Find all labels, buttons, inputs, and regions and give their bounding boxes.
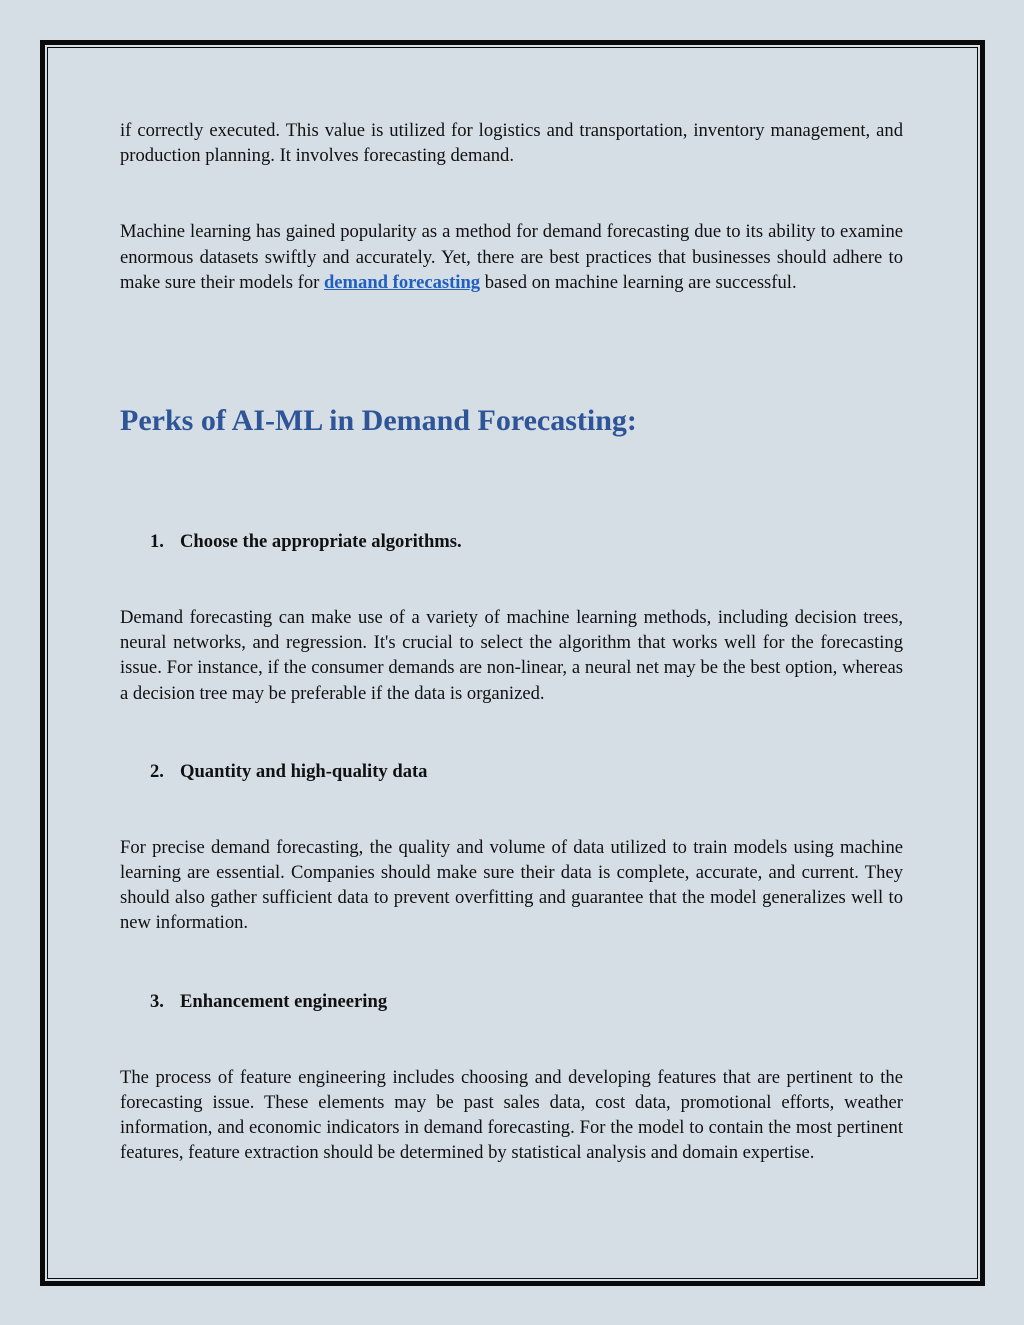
section-heading: Perks of AI-ML in Demand Forecasting: [120,404,637,438]
list-item-3-title [120,989,903,1014]
intro-paragraph: if correctly executed. This value is utilized for logistics and transportation, inventory management, and production planning. It involves forecasting demand. [120,120,903,167]
list-number: 3. [150,990,164,1012]
ml-paragraph-text-before: Machine learning has gained popularity as a method for demand forecasting due to its ability to examine enormous datasets swiftly and accurately. Yet, there are best practices that businesses should adhere to make sure their models for [120,221,903,293]
ml-paragraph [120,219,903,295]
list-title: Quantity and high-quality data [180,760,428,782]
list-title: Choose the appropriate algorithms. [180,531,462,553]
list-item-2-body: For precise demand forecasting, the quality and volume of data utilized to train models using machine learning are essential. Companies should make sure their data is complete, accurate, and current. They should also gather sufficient data to prevent overfitting and guarantee that the model generalizes well to new information. [120,836,903,934]
list-item-2-title [120,759,903,784]
list-item-3-body: The process of feature engineering includes choosing and developing features that are pertinent to the forecasting issue. These elements may be past sales data, cost data, promotional efforts, weather information, and economic indicators in demand forecasting. For the model to contain the most pertinent features, feature extraction should be determined by statistical analysis and domain expertise. [120,1066,903,1164]
document-content [120,118,903,1165]
list-number: 1. [150,531,164,553]
list-title: Enhancement engineering [180,990,388,1012]
list-number: 2. [150,760,164,782]
ml-paragraph-text-after: based on machine learning are successful. [480,271,797,293]
list-item-1-title [120,529,903,554]
demand-forecasting-link[interactable]: demand forecasting [323,271,481,293]
list-item-1-body: Demand forecasting can make use of a variety of machine learning methods, including decision trees, neural networks, and regression. It's crucial to select the algorithm that works well for the forecasting issue. For instance, if the consumer demands are non-linear, a neural net may be the best option, whereas a decision tree may be preferable if the data is organized. [120,607,903,704]
